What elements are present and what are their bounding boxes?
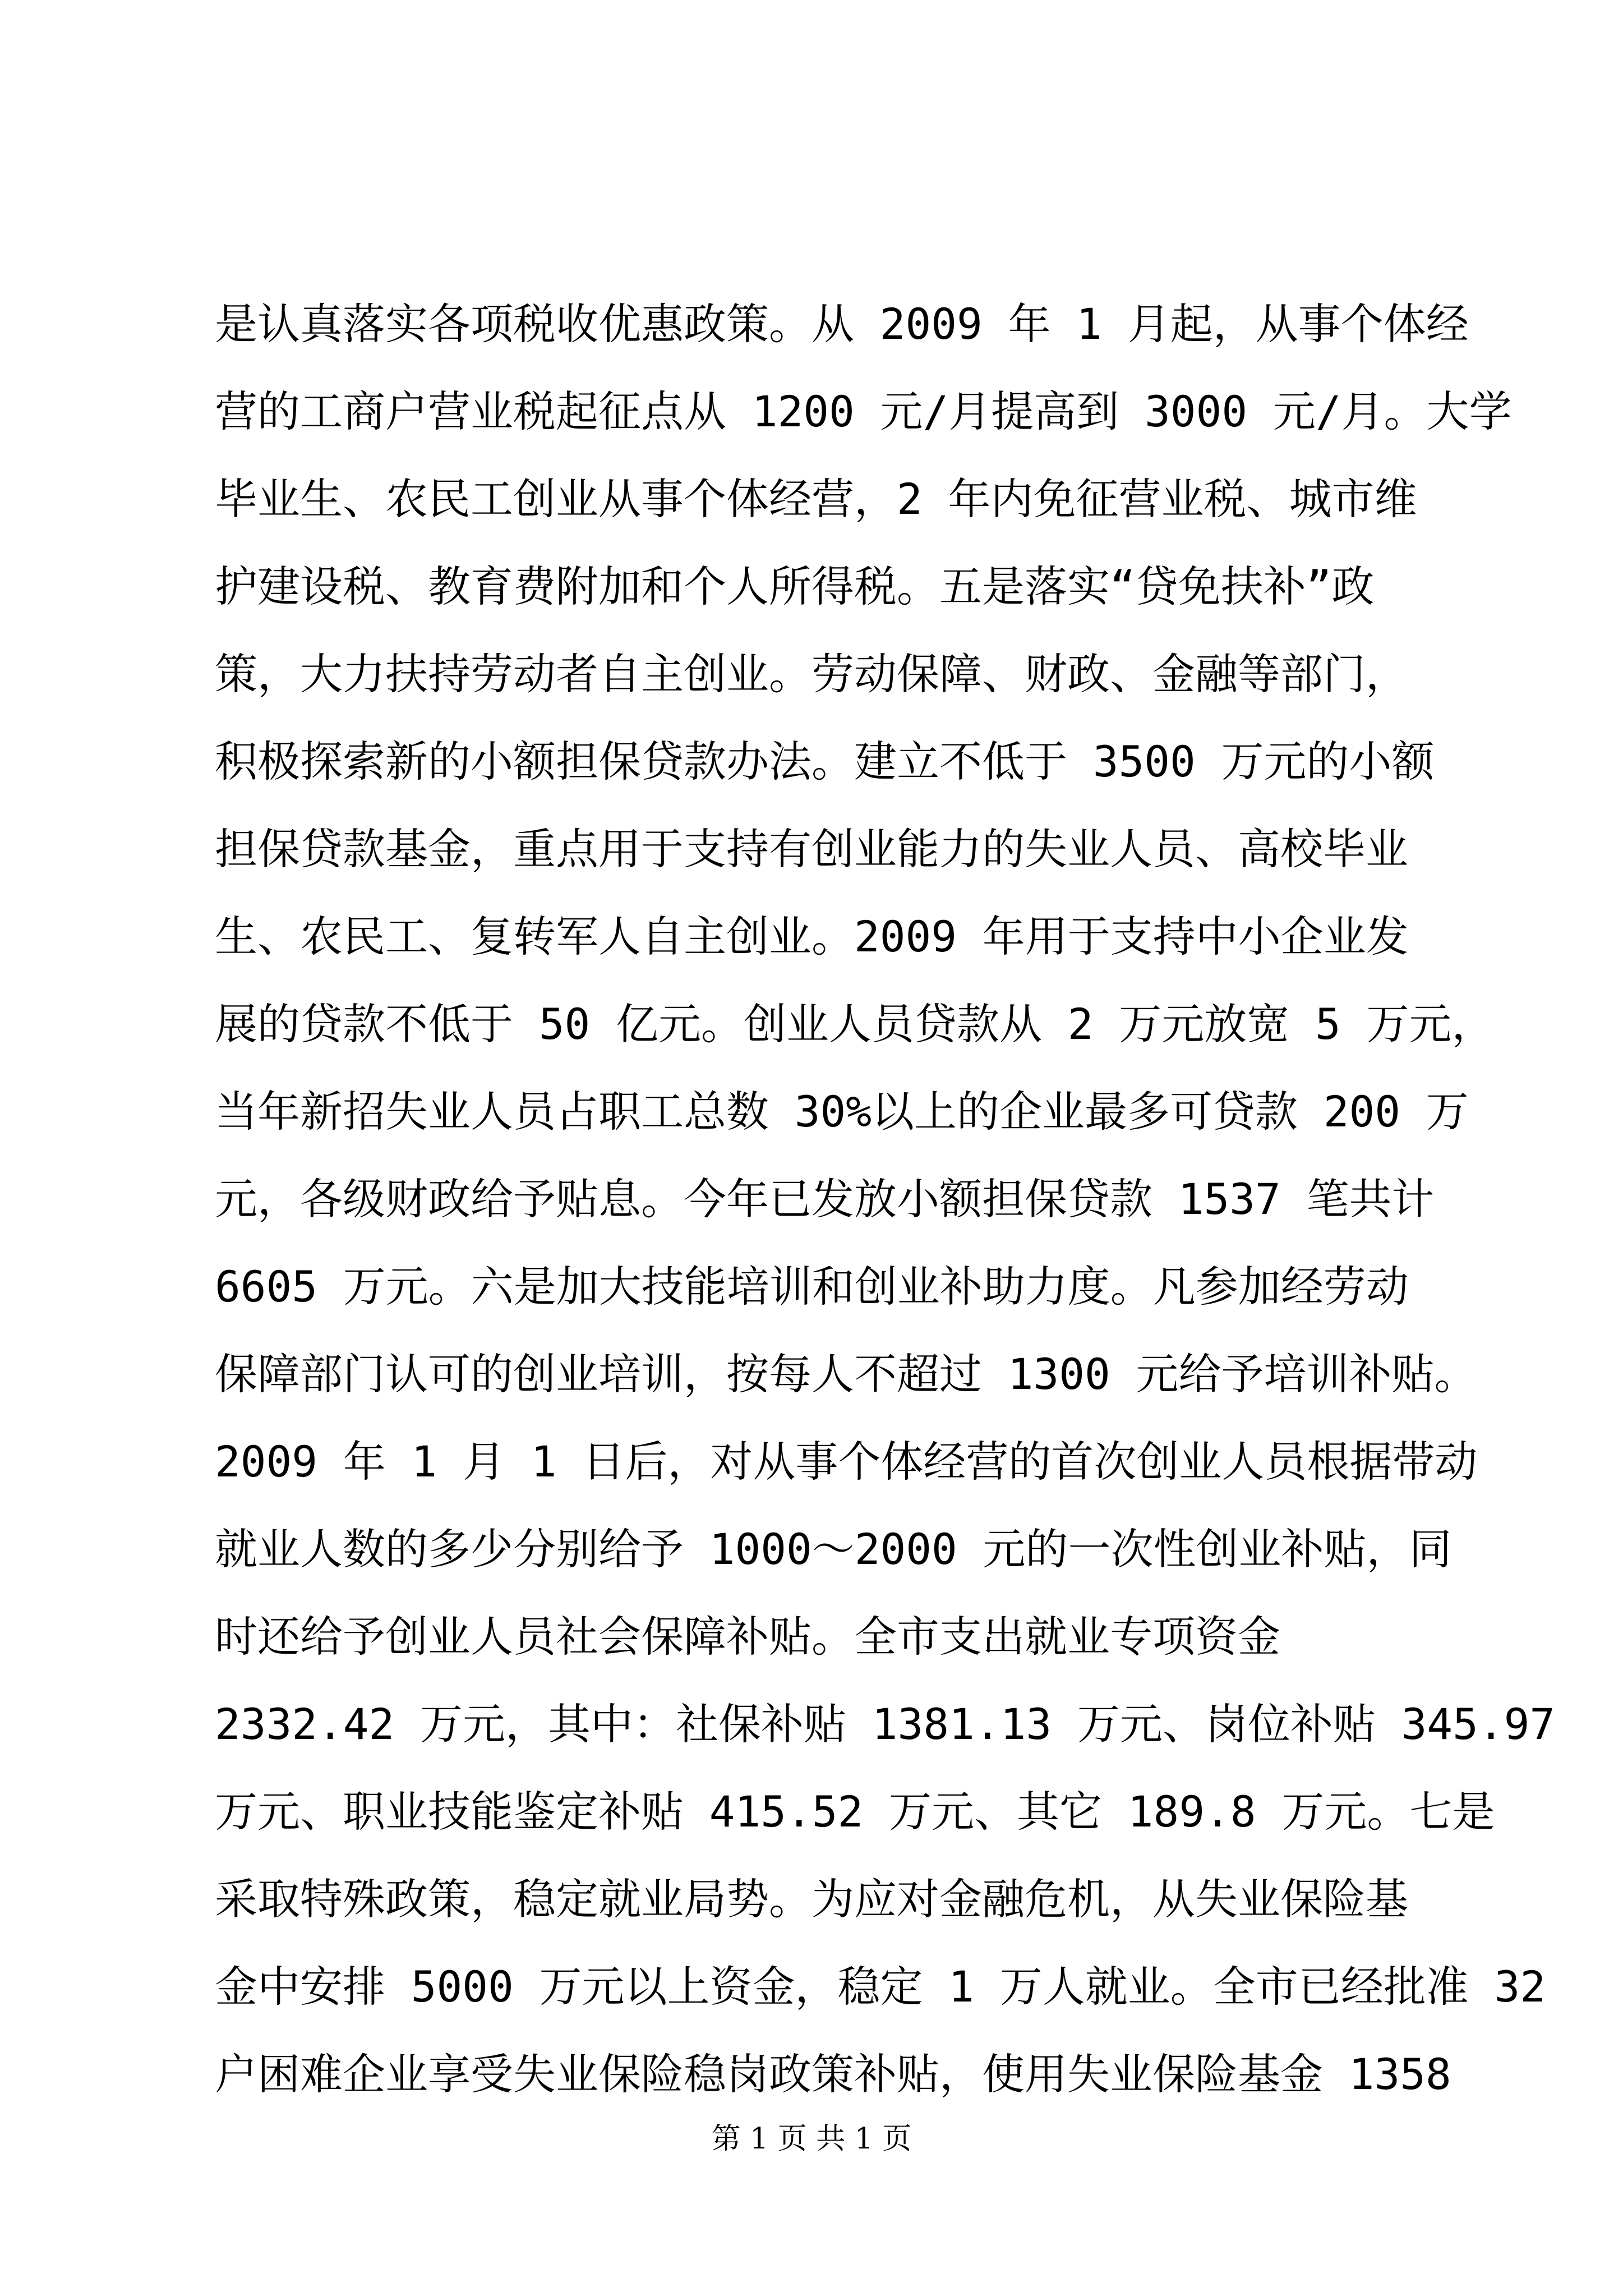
text-line: 担保贷款基金，重点用于支持有创业能力的失业人员、高校毕业 <box>215 824 1408 874</box>
text-line: 万元、职业技能鉴定补贴 415.52 万元、其它 189.8 万元。七是 <box>215 1787 1495 1837</box>
text-line: 展的贷款不低于 50 亿元。创业人员贷款从 2 万元放宽 5 万元， <box>215 999 1495 1049</box>
text-line: 保障部门认可的创业培训，按每人不超过 1300 元给予培训补贴。 <box>215 1349 1477 1399</box>
text-line: 元，各级财政给予贴息。今年已发放小额担保贷款 1537 笔共计 <box>215 1174 1435 1224</box>
text-line: 护建设税、教育费附加和个人所得税。五是落实“贷免扶补”政 <box>215 562 1375 611</box>
text-line: 就业人数的多少分别给予 1000～2000 元的一次性创业补贴，同 <box>215 1524 1452 1574</box>
text-line: 采取特殊政策，稳定就业局势。为应对金融危机，从失业保险基 <box>215 1874 1408 1924</box>
page-number-footer: 第 1 页 共 1 页 <box>711 2122 912 2156</box>
text-line: 是认真落实各项税收优惠政策。从 2009 年 1 月起，从事个体经 <box>215 299 1469 349</box>
body-text <box>215 280 1556 2118</box>
text-line: 毕业生、农民工创业从事个体经营，2 年内免征营业税、城市维 <box>215 474 1417 524</box>
text-line: 2332.42 万元，其中：社保补贴 1381.13 万元、岗位补贴 345.97 <box>215 1699 1556 1749</box>
text-line: 6605 万元。六是加大技能培训和创业补助力度。凡参加经劳动 <box>215 1262 1409 1312</box>
text-line: 生、农民工、复转军人自主创业。2009 年用于支持中小企业发 <box>215 912 1409 961</box>
text-line: 户困难企业享受失业保险稳岗政策补贴，使用失业保险基金 1358 <box>215 2049 1451 2099</box>
text-line: 当年新招失业人员占职工总数 30%以上的企业最多可贷款 200 万 <box>215 1087 1469 1137</box>
text-line: 2009 年 1 月 1 日后，对从事个体经营的首次创业人员根据带动 <box>215 1437 1478 1487</box>
text-line: 金中安排 5000 万元以上资金，稳定 1 万人就业。全市已经批准 32 <box>215 1962 1546 2012</box>
text-line: 策，大力扶持劳动者自主创业。劳动保障、财政、金融等部门， <box>215 649 1408 699</box>
text-line: 营的工商户营业税起征点从 1200 元/月提高到 3000 元/月。大学 <box>215 386 1512 436</box>
text-line: 时还给予创业人员社会保障补贴。全市支出就业专项资金 <box>215 1612 1280 1662</box>
text-line: 积极探索新的小额担保贷款办法。建立不低于 3500 万元的小额 <box>215 737 1435 786</box>
